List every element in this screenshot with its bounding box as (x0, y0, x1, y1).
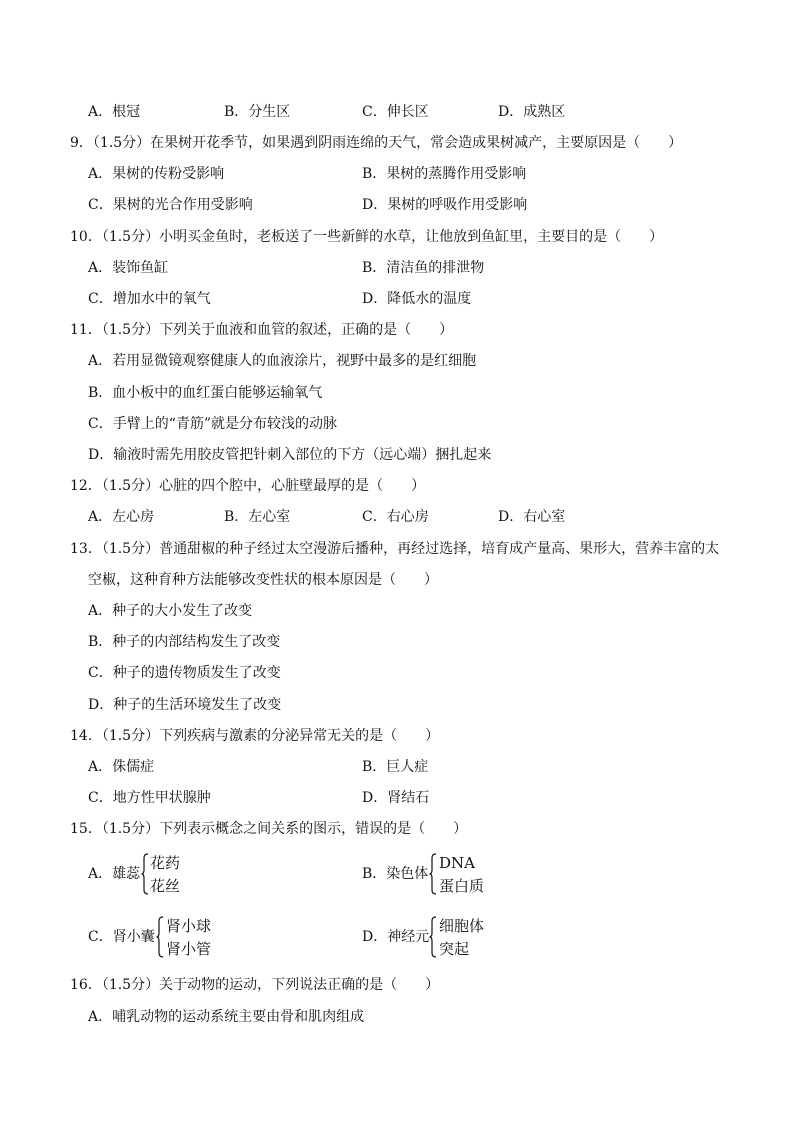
q15-option-c-brace (156, 916, 164, 958)
q13-option-d: D．种子的生活环境发生了改变 (88, 697, 282, 713)
q9-option-a: A．果树的传粉受影响 (88, 166, 225, 182)
q14-option-c: C．地方性甲状腺肿 (88, 790, 211, 806)
q8-option-c: C．伸长区 (362, 104, 429, 120)
q11-option-a: A．若用显微镜观察健康人的血液涂片，视野中最多的是红细胞 (88, 353, 477, 369)
q14-option-a: A．侏儒症 (88, 759, 155, 775)
q12-option-a: A．左心房 (88, 509, 155, 525)
q13-stem-line2: 空椒，这种育种方法能够改变性状的根本原因是（ ） (88, 572, 438, 588)
q13-option-b: B．种子的内部结构发生了改变 (88, 634, 281, 650)
q9-option-d: D．果树的呼吸作用受影响 (362, 197, 528, 213)
q15-option-b-bottom: 蛋白质 (439, 877, 485, 895)
q14-option-d: D．肾结石 (362, 790, 430, 806)
q15-option-a-bottom: 花丝 (150, 877, 181, 895)
q8-option-b: B．分生区 (224, 104, 291, 120)
q15-option-b-label: B．染色体 (362, 866, 429, 882)
q14-option-b: B．巨人症 (362, 759, 429, 775)
q10-option-a: A．装饰鱼缸 (88, 260, 169, 276)
q12-stem: 12．（1.5分）心脏的四个腔中，心脏壁最厚的是（ ） (70, 478, 426, 494)
q9-stem: 9．（1.5分）在果树开花季节，如果遇到阴雨连绵的天气，常会造成果树减产，主要原因是（ ） (70, 135, 683, 151)
q13-option-c: C．种子的遗传物质发生了改变 (88, 665, 281, 681)
q11-option-c: C．手臂上的“青筋”就是分布较浅的动脉 (88, 416, 338, 432)
q15-option-b-top: DNA (439, 854, 475, 872)
q12-option-b: B．左心室 (224, 509, 291, 525)
q15-option-c-label: C．肾小囊 (88, 929, 155, 945)
q10-stem: 10．（1.5分）小明买金鱼时，老板送了一些新鲜的水草，让他放到鱼缸里，主要目的是（ ） (70, 229, 664, 245)
q12-option-c: C．右心房 (362, 509, 429, 525)
q15-option-d-label: D．神经元 (362, 929, 430, 945)
q10-option-c: C．增加水中的氧气 (88, 291, 211, 307)
q9-option-b: B．果树的蒸腾作用受影响 (362, 166, 527, 182)
q11-option-d: D．输液时需先用胶皮管把针刺入部位的下方（远心端）捆扎起来 (88, 447, 492, 463)
q11-option-b: B．血小板中的血红蛋白能够运输氧气 (88, 385, 323, 401)
q8-option-a: A．根冠 (88, 104, 141, 120)
q10-option-b: B．清洁鱼的排泄物 (362, 260, 485, 276)
brace-icon (141, 853, 149, 895)
q15-option-d-bottom: 突起 (439, 940, 470, 958)
brace-icon (429, 853, 437, 895)
q14-stem: 14．（1.5分）下列疾病与激素的分泌异常无关的是（ ） (70, 728, 440, 744)
q15-option-d-brace (429, 916, 437, 958)
q15-stem: 15．（1.5分）下列表示概念之间关系的图示，错误的是（ ） (70, 821, 468, 837)
q8-option-d: D．成熟区 (498, 104, 566, 120)
brace-icon (429, 916, 437, 958)
q16-stem: 16．（1.5分）关于动物的运动，下列说法正确的是（ ） (70, 977, 440, 993)
q9-option-c: C．果树的光合作用受影响 (88, 197, 253, 213)
q15-option-a-top: 花药 (150, 854, 181, 872)
brace-icon (156, 916, 164, 958)
q15-option-d-top: 细胞体 (439, 917, 485, 935)
q11-stem: 11．（1.5分）下列关于血液和血管的叙述，正确的是（ ） (70, 322, 454, 338)
q15-option-a-brace (141, 853, 149, 895)
q15-option-c-top: 肾小球 (166, 917, 212, 935)
q15-option-a-label: A．雄蕊 (88, 866, 141, 882)
q16-option-a: A．哺乳动物的运动系统主要由骨和肌肉组成 (88, 1009, 365, 1025)
q15-option-c-bottom: 肾小管 (166, 940, 212, 958)
q13-option-a: A．种子的大小发生了改变 (88, 603, 253, 619)
q13-stem-line1: 13．（1.5分）普通甜椒的种子经过太空漫游后播种，再经过选择，培育成产量高、果形大，营养丰富的太 (70, 541, 720, 557)
q15-option-b-brace (429, 853, 437, 895)
q12-option-d: D．右心室 (498, 509, 566, 525)
q10-option-d: D．降低水的温度 (362, 291, 472, 307)
